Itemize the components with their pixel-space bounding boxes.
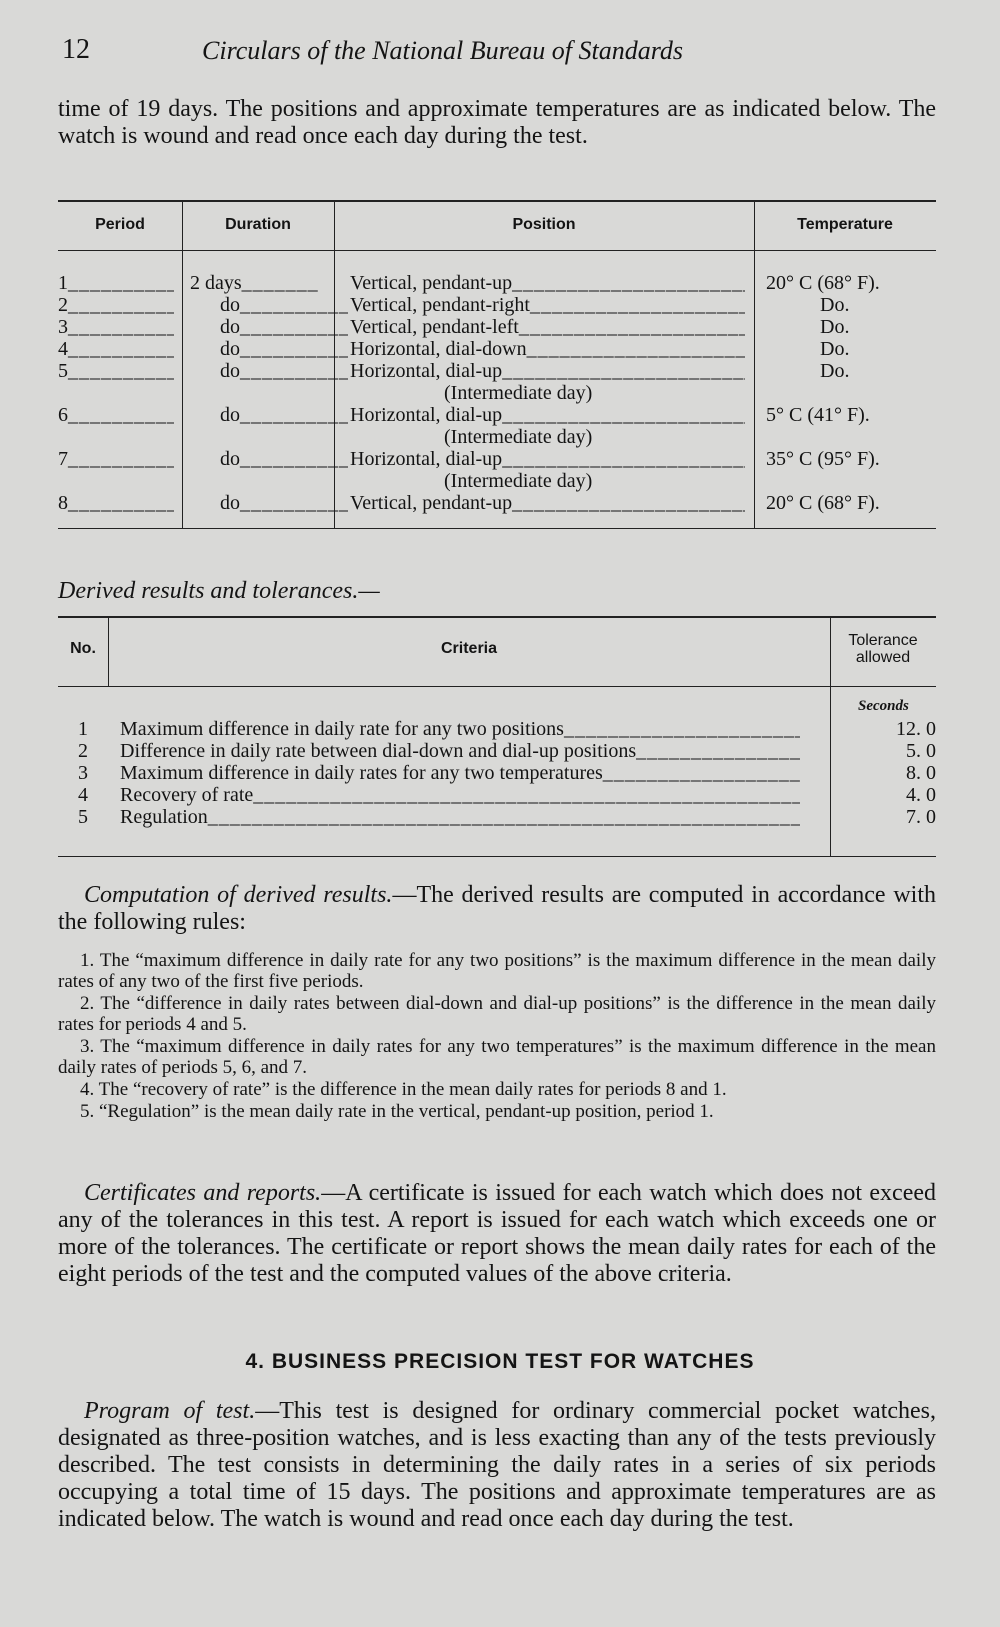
intermediate-day-note: (Intermediate day)	[444, 470, 593, 492]
temperature-cell	[766, 448, 936, 470]
criterion-text	[120, 806, 800, 828]
section-title: 4. BUSINESS PRECISION TEST FOR WATCHES	[245, 1350, 755, 1373]
criterion-text	[120, 762, 800, 784]
temperature-cell-text: Do.	[820, 316, 850, 338]
certificates-lead: Certificates and reports.	[84, 1180, 322, 1206]
duration-cell-text: do	[220, 294, 240, 316]
position-cell	[350, 272, 745, 294]
column-divider	[754, 202, 755, 528]
period-cell	[58, 448, 174, 470]
position-cell	[350, 404, 745, 426]
period-cell-text: 4	[58, 338, 68, 360]
duration-cell-text: 2 days	[190, 272, 242, 294]
period-cell	[58, 492, 174, 514]
header-criteria: Criteria	[440, 640, 498, 657]
position-cell	[350, 338, 745, 360]
temperature-cell	[766, 492, 936, 514]
criterion-label: Regulation	[120, 806, 208, 828]
position-cell-text: Vertical, pendant-right	[350, 294, 530, 316]
temperature-cell	[766, 404, 936, 426]
position-cell	[350, 492, 745, 514]
duration-cell	[190, 492, 348, 514]
duration-cell	[190, 316, 348, 338]
rule-item: 2. The “difference in daily rates between dial-down and dial-up positions” is the difference in the mean daily rates for periods 4 and 5.	[58, 993, 936, 1035]
temperature-cell-text: 5° C (41° F).	[766, 404, 870, 426]
rule-item: 5. “Regulation” is the mean daily rate in the vertical, pendant-up position, period 1.	[80, 1101, 714, 1122]
intermediate-day-note: (Intermediate day)	[444, 382, 593, 404]
period-cell	[58, 338, 174, 360]
position-cell-text: Horizontal, dial-up	[350, 360, 503, 382]
criterion-label: Maximum difference in daily rates for any two temperatures	[120, 762, 603, 784]
period-cell	[58, 316, 174, 338]
duration-cell-text: do	[220, 360, 240, 382]
rule-item: 1. The “maximum difference in daily rate for any two positions” is the maximum difference in the mean daily rates of any two of the first five periods.	[58, 950, 936, 992]
temperature-cell-text: 20° C (68° F).	[766, 492, 880, 514]
period-cell	[58, 360, 174, 382]
position-cell-text: Horizontal, dial-up	[350, 448, 503, 470]
running-title: Circulars of the National Bureau of Standards	[202, 36, 684, 65]
duration-cell	[190, 448, 348, 470]
duration-cell	[190, 360, 348, 382]
tolerance-value: 5. 0	[906, 740, 936, 762]
period-cell-text: 1	[58, 272, 68, 294]
certificates-text: —A certificate is issued for each watch which does not exceed any of the tolerances in this test. A report is issued for each watch which exceeds one or more of the tolerances. The certificate or report shows the mean daily rates for each of the eight periods of the test and the computed values of the above criteria.	[58, 1180, 936, 1287]
certificates-paragraph	[58, 1180, 936, 1288]
position-cell-text: Horizontal, dial-down	[350, 338, 527, 360]
temperature-cell	[766, 294, 990, 316]
page-header	[62, 34, 942, 74]
period-cell-text: 5	[58, 360, 68, 382]
program-paragraph	[58, 1398, 936, 1533]
computation-paragraph	[58, 882, 936, 936]
temperature-cell-text: Do.	[820, 294, 850, 316]
temperature-cell-text: Do.	[820, 338, 850, 360]
position-cell	[350, 448, 745, 470]
criterion-label: Maximum difference in daily rate for any two positions	[120, 718, 564, 740]
period-cell-text: 6	[58, 404, 68, 426]
position-cell	[350, 294, 745, 316]
table-top-rule	[58, 616, 936, 618]
position-cell-text: Vertical, pendant-up	[350, 272, 513, 294]
temperature-cell	[766, 360, 990, 382]
period-cell	[58, 294, 174, 316]
program-lead: Program of test.	[84, 1398, 256, 1424]
criterion-number: 3	[78, 762, 88, 784]
column-divider	[182, 202, 183, 528]
header-tolerance: Tolerance allowed	[848, 632, 918, 666]
period-cell-text: 2	[58, 294, 68, 316]
period-cell	[58, 272, 174, 294]
period-cell-text: 8	[58, 492, 68, 514]
criterion-text	[120, 784, 800, 806]
temperature-cell-text: Do.	[820, 360, 850, 382]
criterion-label: Recovery of rate	[120, 784, 254, 806]
temperature-cell	[766, 338, 990, 360]
program-text: —This test is designed for ordinary commercial pocket watches, designated as three-position watches, and is less exacting than any of the tests previously described. The test consists in determining the daily rates in a series of six periods occupying a total time of 15 days. The positions and approximate temperatures are as indicated below. The watch is wound and read once each day during the test.	[58, 1398, 937, 1532]
rule-item: 3. The “maximum difference in daily rates for any two temperatures” is the maximum difference in the mean daily rates of periods 5, 6, and 7.	[58, 1036, 936, 1078]
criterion-number: 1	[78, 718, 88, 740]
duration-cell	[190, 404, 348, 426]
duration-cell-text: do	[220, 448, 240, 470]
period-cell-text: 3	[58, 316, 68, 338]
tolerance-value: 12. 0	[896, 718, 936, 740]
criterion-label: Difference in daily rate between dial-down and dial-up positions	[120, 740, 637, 762]
temperature-cell-text: 20° C (68° F).	[766, 272, 880, 294]
position-cell-text: Vertical, pendant-up	[350, 492, 513, 514]
criterion-number: 2	[78, 740, 88, 762]
page-number: 12	[62, 34, 90, 65]
computation-text: —The derived results are computed in accordance with the following rules:	[58, 882, 937, 935]
position-cell	[350, 360, 745, 382]
period-cell-text: 7	[58, 448, 68, 470]
table-bottom-rule	[58, 856, 936, 857]
unit-label: Seconds	[858, 698, 909, 714]
rule-item: 4. The “recovery of rate” is the difference in the mean daily rates for periods 8 and 1.	[80, 1079, 727, 1100]
duration-cell-text: do	[220, 492, 240, 514]
rules-list	[58, 950, 936, 1123]
header-duration: Duration	[225, 216, 291, 233]
table-top-rule	[58, 200, 936, 202]
table-header-rule	[58, 250, 936, 251]
header-position: Position	[512, 216, 576, 233]
duration-cell	[190, 294, 348, 316]
tolerance-value: 4. 0	[906, 784, 936, 806]
temperature-cell	[766, 272, 936, 294]
duration-cell-text: do	[220, 316, 240, 338]
duration-cell-text: do	[220, 338, 240, 360]
intro-paragraph: time of 19 days. The positions and approximate temperatures are as indicated below. The watch is wound and read once each day during the test.	[58, 96, 936, 149]
header-no: No.	[70, 640, 96, 657]
derived-heading: Derived results and tolerances.—	[58, 578, 380, 604]
positions-table	[58, 200, 936, 532]
period-cell	[58, 404, 174, 426]
duration-cell	[190, 272, 318, 294]
position-cell-text: Vertical, pendant-left	[350, 316, 519, 338]
tolerance-value: 8. 0	[906, 762, 936, 784]
tolerances-table	[58, 616, 936, 860]
intermediate-day-note: (Intermediate day)	[444, 426, 593, 448]
position-cell-text: Horizontal, dial-up	[350, 404, 503, 426]
criterion-number: 4	[78, 784, 88, 806]
criterion-text	[120, 740, 800, 762]
temperature-cell-text: 35° C (95° F).	[766, 448, 880, 470]
duration-cell-text: do	[220, 404, 240, 426]
criterion-text	[120, 718, 800, 740]
computation-lead: Computation of derived results.	[84, 882, 393, 908]
header-temperature: Temperature	[797, 216, 893, 233]
duration-cell	[190, 338, 348, 360]
header-period: Period	[95, 216, 145, 233]
temperature-cell	[766, 316, 990, 338]
table-header-rule	[58, 686, 936, 687]
position-cell	[350, 316, 745, 338]
criterion-number: 5	[78, 806, 88, 828]
table-bottom-rule	[58, 528, 936, 529]
tolerance-value: 7. 0	[906, 806, 936, 828]
